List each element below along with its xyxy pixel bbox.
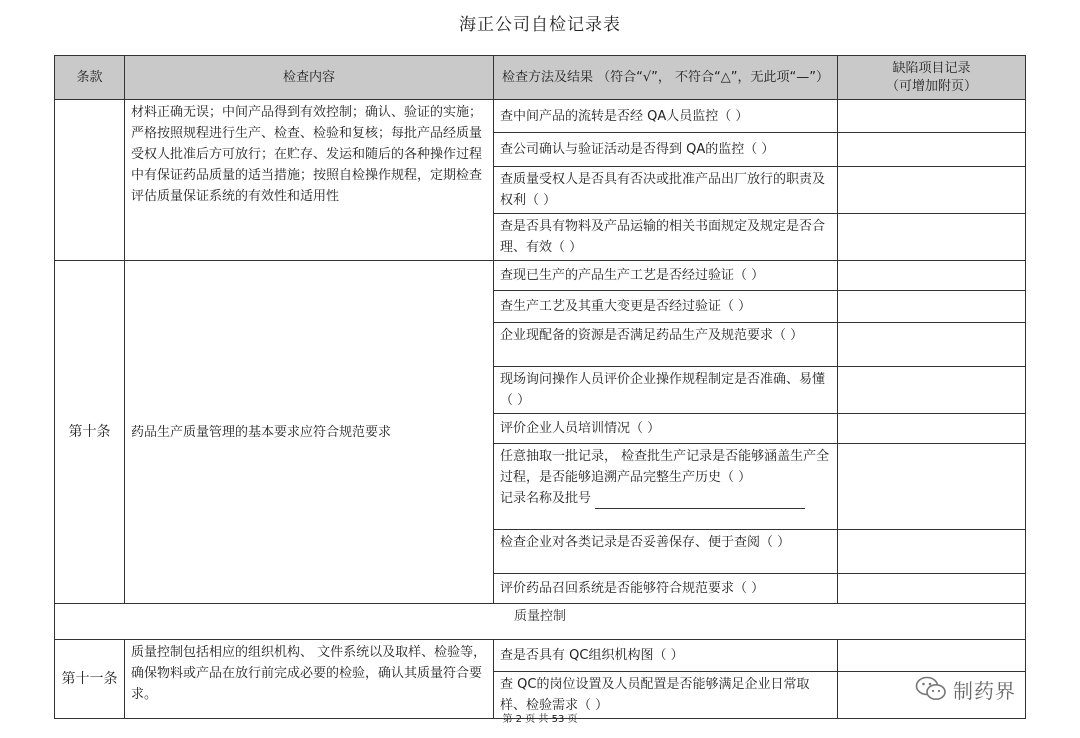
method-item: 现场询问操作人员评价企业操作规程制定是否准确、易懂（ ） — [494, 367, 838, 414]
header-clause: 条款 — [55, 56, 125, 100]
table-row — [55, 640, 1026, 672]
method-item: 评价企业人员培训情况（ ） — [494, 414, 838, 444]
method-item: 查质量受权人是否具有否决或批准产品出厂放行的职责及权利（ ） — [494, 167, 838, 214]
page-title: 海正公司自检记录表 — [459, 15, 621, 35]
section-row — [55, 604, 1026, 640]
inspection-table — [54, 55, 1026, 719]
record-name-field[interactable] — [500, 488, 831, 509]
record-name-line[interactable] — [595, 495, 805, 509]
method-item: 查生产工艺及其重大变更是否经过验证（ ） — [494, 291, 838, 323]
defect-cell[interactable] — [838, 323, 1026, 367]
header-method: 检查方法及结果 （符合“√”， 不符合“△”，无此项“—”） — [494, 56, 838, 100]
watermark — [915, 672, 1016, 706]
content-cell: 材料正确无误；中间产品得到有效控制；确认、验证的实施；严格按照规程进行生产、检查、检验和复核；每批产品经质量受权人批准后方可放行；在贮存、发运和随后的各种操作过程中有保证药品质量的适当措施；按照自检操作规程，定期检查评估质量保证系统的有效性和适用性 — [125, 100, 494, 261]
clause-cell: 第十一条 — [55, 640, 125, 719]
defect-cell[interactable] — [838, 100, 1026, 133]
method-item: 检查企业对各类记录是否妥善保存、便于查阅（ ） — [494, 530, 838, 574]
defect-cell[interactable] — [838, 291, 1026, 323]
defect-cell[interactable] — [838, 530, 1026, 574]
table-row — [55, 261, 1026, 291]
record-name-label: 记录名称及批号 — [500, 491, 592, 506]
defect-cell[interactable] — [838, 133, 1026, 167]
defect-cell[interactable] — [838, 444, 1026, 530]
defect-cell[interactable] — [838, 640, 1026, 672]
defect-cell[interactable] — [838, 367, 1026, 414]
defect-cell[interactable] — [838, 574, 1026, 604]
defect-cell[interactable] — [838, 214, 1026, 261]
method-item: 查公司确认与验证活动是否得到 QA的监控（ ） — [494, 133, 838, 167]
method-item: 查是否具有物料及产品运输的相关书面规定及规定是否合理、有效（ ） — [494, 214, 838, 261]
method-item: 查 QC的岗位设置及人员配置是否能够满足企业日常取样、检验需求（ ） — [494, 672, 838, 719]
method-item: 查现已生产的产品生产工艺是否经过验证（ ） — [494, 261, 838, 291]
page-number: 第 2 页 共 53 页 — [502, 714, 578, 725]
method-item — [494, 444, 838, 530]
content-cell: 质量控制包括相应的组织机构、 文件系统以及取样、检验等，确保物料或产品在放行前完成必要的检验，确认其质量符合要求。 — [125, 640, 494, 719]
method-item: 评价药品召回系统是否能够符合规范要求（ ） — [494, 574, 838, 604]
method-item: 企业现配备的资源是否满足药品生产及规范要求（ ） — [494, 323, 838, 367]
table-header-row — [55, 56, 1026, 100]
wechat-icon — [915, 675, 947, 703]
defect-cell[interactable] — [838, 167, 1026, 214]
section-title: 质量控制 — [55, 604, 1026, 640]
method-item: 查是否具有 QC组织机构图（ ） — [494, 640, 838, 672]
header-defect: 缺陷项目记录 （可增加附页） — [838, 56, 1026, 100]
defect-cell[interactable] — [838, 261, 1026, 291]
defect-cell[interactable] — [838, 414, 1026, 444]
method-item-text: 任意抽取一批记录， 检查批生产记录是否能够涵盖生产全过程，是否能够追溯产品完整生产历史（ ） — [500, 449, 830, 485]
header-content: 检查内容 — [125, 56, 494, 100]
method-item: 查中间产品的流转是否经 QA人员监控（ ） — [494, 100, 838, 133]
watermark-text: 制药界 — [953, 678, 1016, 703]
content-cell: 药品生产质量管理的基本要求应符合规范要求 — [125, 261, 494, 604]
clause-cell — [55, 100, 125, 261]
clause-cell: 第十条 — [55, 261, 125, 604]
table-row — [55, 100, 1026, 133]
